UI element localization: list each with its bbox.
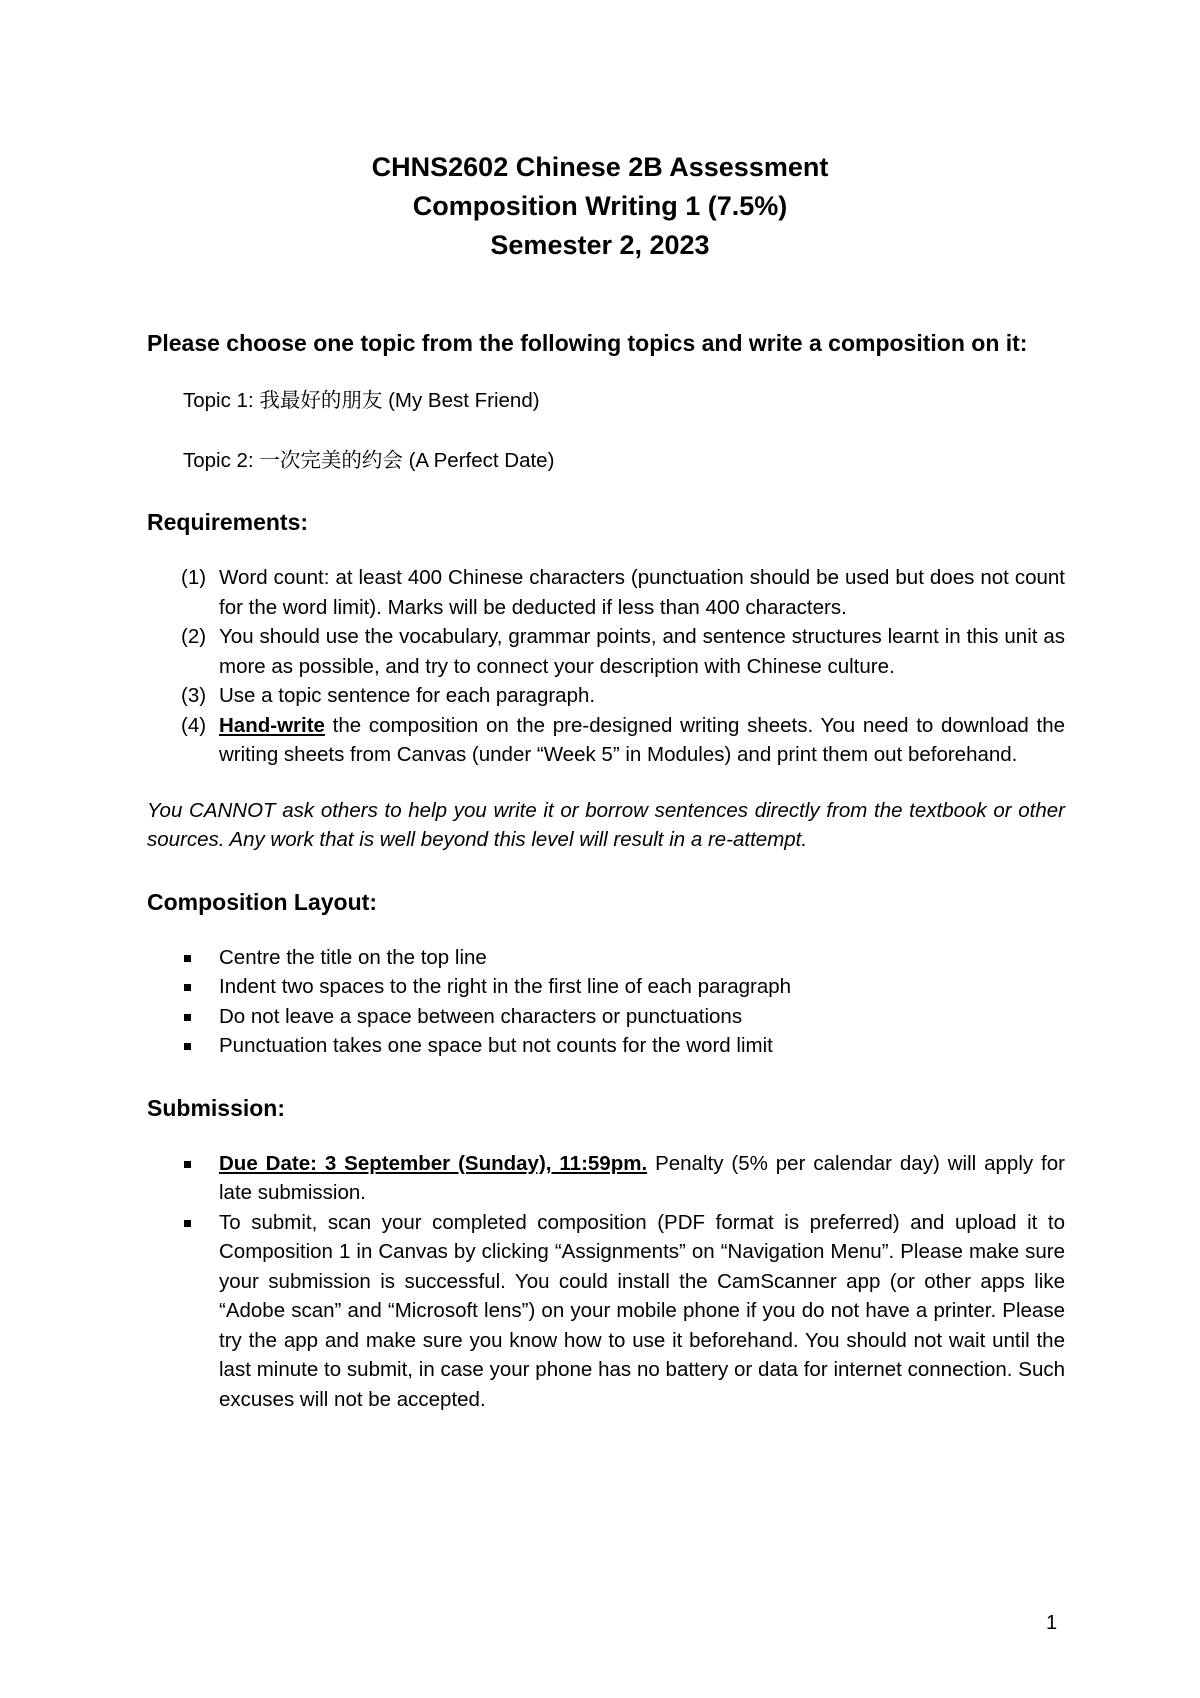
bullet-icon — [184, 984, 191, 991]
due-date: Due Date: 3 September (Sunday), 11:59pm. — [219, 1151, 648, 1175]
course-title: CHNS2602 Chinese 2B Assessment — [371, 152, 829, 182]
list-item — [147, 1031, 1065, 1061]
requirements-heading: Requirements: — [147, 509, 309, 535]
item-number: (3) — [181, 684, 207, 707]
intro-instruction: Please choose one topic from the following topics and write a composition on it: — [147, 330, 1028, 356]
topic-chinese: 一次完美的约会 — [259, 447, 403, 472]
submission-list — [147, 1149, 1065, 1415]
item-number: (1) — [181, 566, 207, 589]
bullet-icon — [184, 1043, 191, 1050]
document-title — [0, 148, 1200, 265]
item-number: (4) — [181, 713, 207, 737]
assessment-title: Composition Writing 1 (7.5%) — [412, 191, 788, 221]
item-text: Penalty (5% per calendar day) will apply for late submission. — [219, 1151, 1065, 1204]
bullet-icon — [184, 955, 191, 962]
requirements-list — [147, 563, 1065, 770]
layout-heading: Composition Layout: — [147, 888, 377, 915]
list-item — [147, 1208, 1065, 1415]
item-text: Word count: at least 400 Chinese characters (punctuation should be used but does not count for the word limit). Marks will be deducted if less than 400 characters. — [219, 566, 1065, 619]
topic-label: Topic 1: — [183, 389, 254, 412]
bullet-icon — [184, 1161, 191, 1168]
topic-2 — [183, 446, 1065, 476]
hand-write-emphasis: Hand-write — [219, 713, 325, 737]
list-item — [147, 1149, 1065, 1208]
item-text: Use a topic sentence for each paragraph. — [219, 684, 596, 707]
item-text: Centre the title on the top line — [219, 945, 487, 969]
list-item — [147, 681, 1065, 711]
list-item — [147, 1002, 1065, 1032]
list-item — [147, 563, 1065, 622]
topic-1 — [183, 386, 1065, 416]
bullet-icon — [184, 1220, 191, 1227]
topic-label: Topic 2: — [183, 448, 254, 472]
list-item — [147, 972, 1065, 1002]
page-number: 1 — [1046, 1612, 1058, 1634]
item-number: (2) — [181, 625, 207, 648]
submission-heading: Submission: — [147, 1094, 286, 1121]
item-text: To submit, scan your completed composition (PDF format is preferred) and upload it to Composition 1 in Canvas by clicking “Assignments” on “Navigation Menu”. Please make sure your submission is successful. You could install the CamScanner app (or other apps like “Adobe scan” and “Microsoft lens”) on your mobile phone if you do not have a printer. Please try the app and make sure you know how to use it beforehand. You should not wait until the last minute to submit, in case your phone has no battery or data for internet connection. Such excuses will not be accepted. — [219, 1210, 1065, 1411]
list-item — [147, 711, 1065, 770]
topic-chinese: 我最好的朋友 — [259, 388, 383, 412]
item-text: the composition on the pre-designed writing sheets. You need to download the writing sheets from Canvas (under “Week 5” in Modules) and print them out beforehand. — [219, 713, 1065, 766]
topic-english: (My Best Friend) — [388, 389, 540, 412]
bullet-icon — [184, 1014, 191, 1021]
layout-list — [147, 943, 1065, 1061]
list-item — [147, 943, 1065, 973]
document-body — [147, 326, 1065, 1414]
item-text: You should use the vocabulary, grammar points, and sentence structures learnt in this unit as more as possible, and try to connect your description with Chinese culture. — [219, 625, 1065, 678]
academic-integrity-warning: You CANNOT ask others to help you write it or borrow sentences directly from the textbook or other sources. Any work that is well beyond this level will result in a re-attempt. — [147, 798, 1065, 851]
topic-english: (A Perfect Date) — [408, 448, 555, 472]
item-text: Indent two spaces to the right in the first line of each paragraph — [219, 975, 792, 998]
semester-title: Semester 2, 2023 — [490, 230, 710, 260]
item-text: Do not leave a space between characters or punctuations — [219, 1004, 743, 1028]
item-text: Punctuation takes one space but not counts for the word limit — [219, 1034, 773, 1057]
list-item — [147, 622, 1065, 681]
